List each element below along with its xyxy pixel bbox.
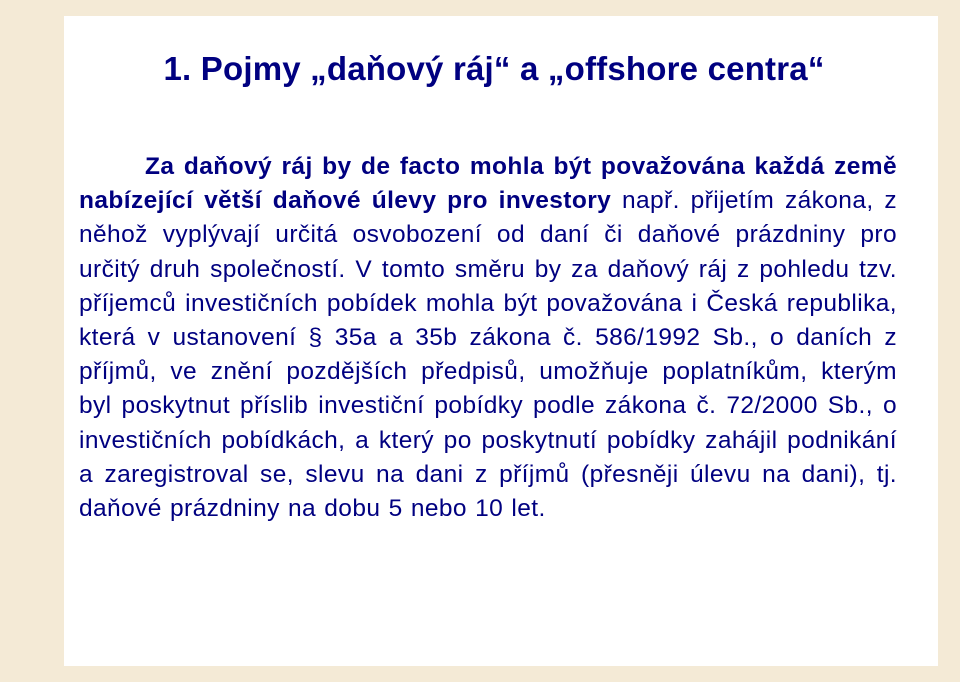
slide-title: 1. Pojmy „daňový ráj“ a „offshore centra“ (163, 50, 825, 87)
slide-paragraph (79, 150, 897, 526)
paragraph-bold-lead: Za daňový ráj by de facto mohla být považována každá země nabízející větší daňové úlevy pro investory (79, 153, 897, 215)
paragraph-text: např. přijetím zákona, z něhož vyplývají určitá osvobození od daní či daňové prázdniny pro určitý druh společností. V tomto směru by za daňový ráj z pohledu tzv. příjemců investičních pobídek mohla být považována i Česká republika, která v ustanovení § 35a a 35b zákona č. 586/1992 Sb., o daních z příjmů, ve znění pozdějších předpisů, umožňuje poplatníkům, kterým byl poskytnut příslib investiční pobídky podle zákona č. 72/2000 Sb., o investičních pobídkách, a který po poskytnutí pobídky zahájil podnikání a zaregistroval se, slevu na dani z příjmů (přesněji úlevu na dani), tj. daňové prázdniny na dobu 5 nebo 10 let. (79, 187, 898, 523)
slide-page (64, 16, 938, 666)
